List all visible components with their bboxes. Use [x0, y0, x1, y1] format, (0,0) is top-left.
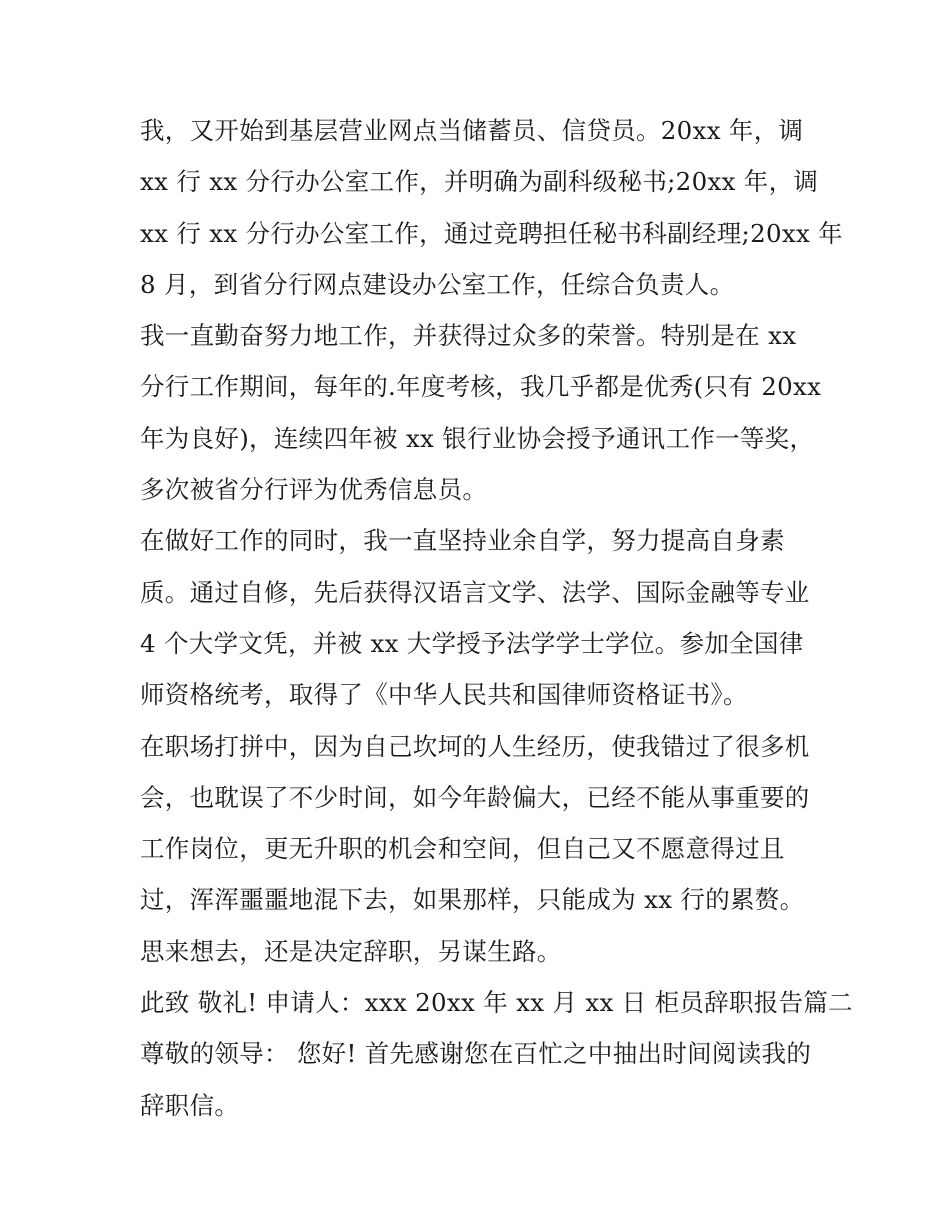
text-line: 我，又开始到基层营业网点当储蓄员、信贷员。20xx 年，调: [140, 116, 804, 145]
text-line: 此致 敬礼! 申请人：xxx 20xx 年 xx 月 xx 日 柜员辞职报告篇二: [140, 988, 853, 1018]
text-line: 在职场打拼中，因为自己坎坷的人生经历，使我错过了很多机: [140, 731, 810, 761]
document-body: [140, 105, 853, 1131]
text-line: 分行工作期间，每年的.年度考核，我几乎都是优秀(只有 20xx: [140, 372, 822, 402]
text-line: 年为良好)，连续四年被 xx 银行业协会授予通讯工作一等奖，: [140, 423, 815, 453]
text-line: xx 行 xx 分行办公室工作，通过竞聘担任秘书科副经理;20xx 年: [140, 218, 843, 248]
text-line: 辞职信。: [140, 1090, 240, 1120]
text-line: 过，浑浑噩噩地混下去，如果那样，只能成为 xx 行的累赘。: [140, 885, 805, 915]
text-line: 尊敬的领导： 您好! 首先感谢您在百忙之中抽出时间阅读我的: [140, 1039, 812, 1069]
text-line: 工作岗位，更无升职的机会和空间，但自己又不愿意得过且: [140, 834, 785, 864]
text-line: 多次被省分行评为优秀信息员。: [140, 475, 488, 505]
text-line: 8 月，到省分行网点建设办公室工作，任综合负责人。: [140, 269, 735, 299]
text-line: 师资格统考，取得了《中华人民共和国律师资格证书》。: [140, 680, 748, 710]
text-line: xx 行 xx 分行办公室工作，并明确为副科级秘书;20xx 年，调: [140, 167, 819, 197]
text-line: 4 个大学文凭，并被 xx 大学授予法学学士学位。参加全国律: [140, 628, 804, 658]
text-line: 在做好工作的同时，我一直坚持业余自学，努力提高自身素: [140, 526, 785, 556]
text-line: 会，也耽误了不少时间，如今年龄偏大，已经不能从事重要的: [140, 782, 810, 812]
text-line: 思来想去，还是决定辞职，另谋生路。: [140, 936, 562, 966]
text-line: 我一直勤奋努力地工作，并获得过众多的荣誉。特别是在 xx: [140, 321, 797, 351]
text-line: 质。通过自修，先后获得汉语言文学、法学、国际金融等专业: [140, 577, 810, 607]
